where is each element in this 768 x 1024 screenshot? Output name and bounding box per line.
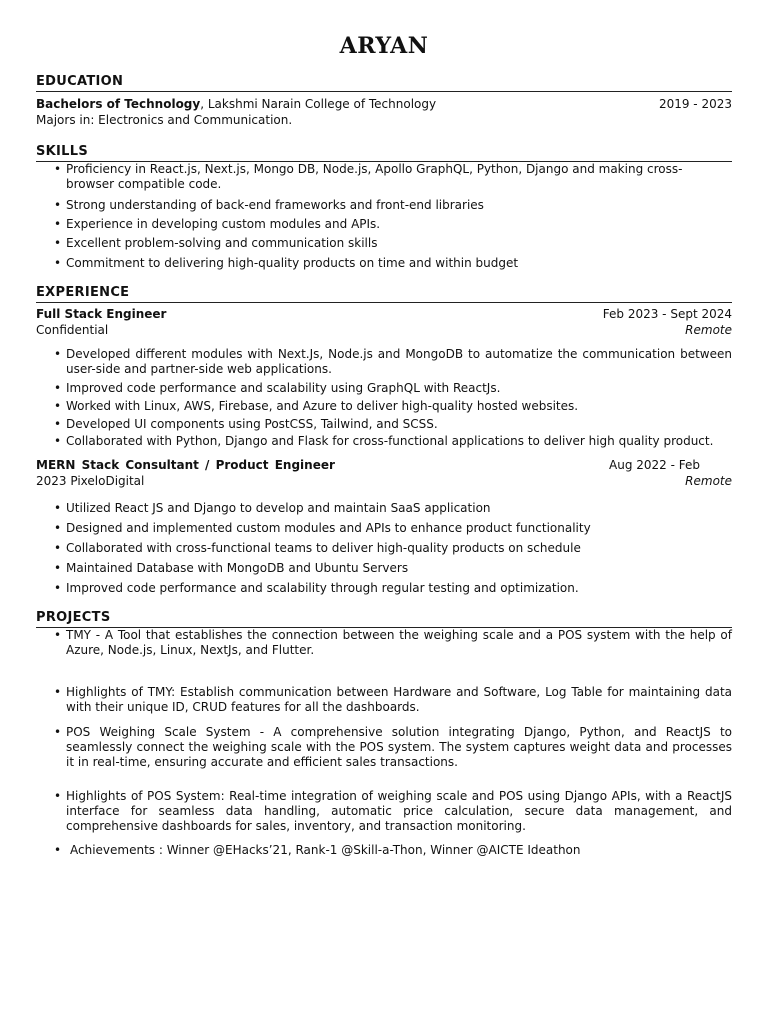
list-item: • Achievements : Winner @EHacks’21, Rank-1 @Skill-a-Thon, Winner @AICTE Ideathon: [36, 843, 732, 858]
job-role: MERN Stack Consultant / Product Engineer: [36, 458, 335, 472]
education-degree-line: [36, 96, 436, 112]
list-item: • Maintained Database with MongoDB and Ubuntu Servers: [36, 561, 732, 576]
education-years: 2019 - 2023: [658, 97, 732, 111]
list-item: • Utilized React JS and Django to develop and maintain SaaS application: [36, 501, 732, 516]
list-item: • Developed UI components using PostCSS, Tailwind, and SCSS.: [36, 417, 732, 432]
job-header: [36, 457, 732, 473]
job-dates: Aug 2022 - Feb: [609, 458, 700, 472]
job-duties-list: [36, 347, 732, 449]
section-title-projects: PROJECTS: [36, 611, 732, 628]
skills-list: [36, 162, 732, 271]
job-location: Remote: [685, 323, 732, 337]
list-item: • Strong understanding of back-end frameworks and front-end libraries: [36, 198, 732, 213]
college: , Lakshmi Narain College of Technology: [200, 97, 437, 111]
list-item: • Collaborated with cross-functional teams to deliver high-quality products on schedule: [36, 541, 732, 556]
job-company: 2023 PixeloDigital: [36, 474, 145, 488]
section-title-education: EDUCATION: [36, 75, 732, 92]
list-item: • Collaborated with Python, Django and Flask for cross-functional applications to deliver high quality product.: [36, 434, 732, 449]
list-item: • Worked with Linux, AWS, Firebase, and Azure to deliver high-quality hosted websites.: [36, 399, 732, 414]
candidate-name: ARYAN: [339, 33, 429, 59]
job-location: Remote: [685, 474, 732, 488]
list-item: • Improved code performance and scalability using GraphQL with ReactJs.: [36, 381, 732, 396]
list-item: • Highlights of POS System: Real-time integration of weighing scale and POS using Django APIs, with a ReactJS interface for seamless data handling, automatic price calculation, secure data management, and comprehensive dashboards for sales, inventory, and transaction monitoring.: [36, 789, 732, 834]
list-item: • Improved code performance and scalability through regular testing and optimization.: [36, 581, 732, 596]
job-duties-list: [36, 501, 732, 596]
degree: Bachelors of Technology: [36, 97, 201, 111]
job-dates: Feb 2023 - Sept 2024: [602, 307, 732, 321]
education-majors: Majors in: Electronics and Communication.: [36, 113, 293, 127]
list-item: • POS Weighing Scale System - A comprehensive solution integrating Django, Python, and ReactJS to seamlessly connect the weighing scale with the POS system. The system captures weight data and processes it in real-time, ensuring accurate and efficient sales transactions.: [36, 725, 732, 770]
job-subheader: [36, 322, 732, 338]
list-item: • Designed and implemented custom modules and APIs to enhance product functionality: [36, 521, 732, 536]
job-company: Confidential: [36, 323, 109, 337]
job-subheader: [36, 473, 732, 489]
job-role: Full Stack Engineer: [36, 307, 167, 321]
list-item: • Experience in developing custom modules and APIs.: [36, 217, 732, 232]
resume-page: [36, 0, 732, 858]
section-title-experience: EXPERIENCE: [36, 286, 732, 303]
projects-list: [36, 628, 732, 858]
list-item: • Commitment to delivering high-quality products on time and within budget: [36, 256, 732, 271]
list-item: • TMY - A Tool that establishes the connection between the weighing scale and a POS system with the help of Azure, Node.js, Linux, NextJs, and Flutter.: [36, 628, 732, 658]
list-item: • Highlights of TMY: Establish communication between Hardware and Software, Log Table for maintaining data with their unique ID, CRUD features for all the dashboards.: [36, 685, 732, 715]
section-title-skills: SKILLS: [36, 145, 732, 162]
list-item: • Excellent problem-solving and communication skills: [36, 236, 732, 251]
job-header: [36, 306, 732, 322]
list-item: • Proficiency in React.js, Next.js, Mongo DB, Node.js, Apollo GraphQL, Python, Django and making cross-browser compatible code.: [36, 162, 732, 192]
list-item: • Developed different modules with Next.Js, Node.js and MongoDB to automatize the communication between user-side and partner-side web applications.: [36, 347, 732, 377]
education-row: [36, 96, 732, 112]
